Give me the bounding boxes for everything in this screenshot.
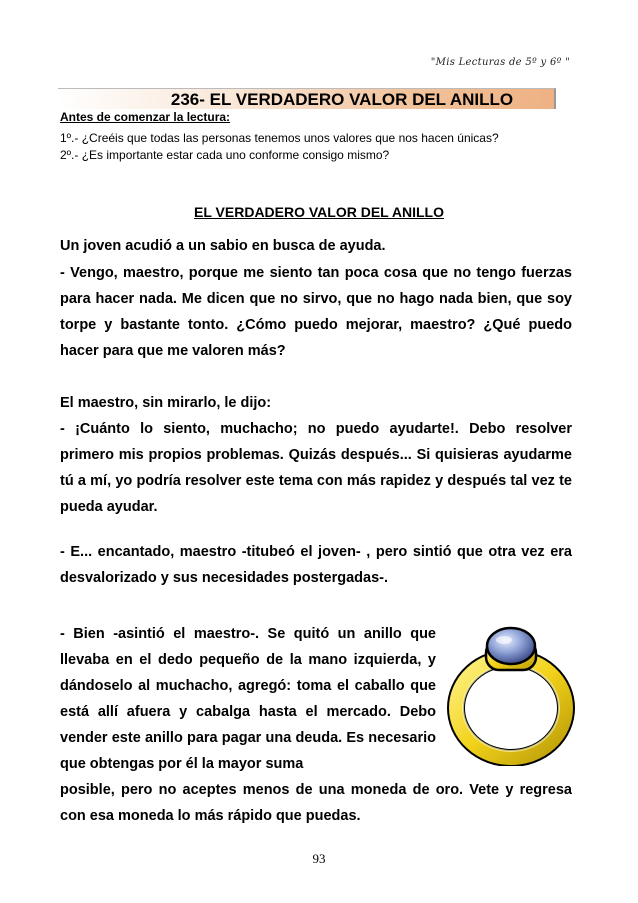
ring-illustration: [446, 616, 576, 766]
pre-reading-question-2: 2º.- ¿Es importante estar cada uno conforme consigo mismo?: [60, 148, 390, 162]
page-title: 236- EL VERDADERO VALOR DEL ANILLO: [170, 90, 514, 109]
story-paragraph: - Vengo, maestro, porque me siento tan poca cosa que no tengo fuerzas para hacer nada. Me dicen que no sirvo, que no hago nada bien, que soy torpe y bastante tonto. ¿Cómo puedo mejorar, maestro? ¿Qué puedo hacer para que me valoren más?: [60, 265, 572, 359]
page-number: 93: [312, 851, 326, 866]
story-paragraph: posible, pero no aceptes menos de una moneda de oro. Vete y regresa con esa moneda lo más rápido que puedas.: [60, 782, 572, 824]
story-paragraph: - E... encantado, maestro -titubeó el joven- , pero sintió que otra vez era desvalorizado y sus necesidades postergadas-.: [60, 544, 572, 586]
header-note: "Mis Lecturas de 5º y 6º ": [430, 57, 570, 68]
story-paragraph: El maestro, sin mirarlo, le dijo:: [60, 395, 272, 411]
story-paragraph: Un joven acudió a un sabio en busca de ayuda.: [60, 238, 386, 254]
pre-reading-question-1: 1º.- ¿Creéis que todas las personas tenemos unos valores que nos hacen únicas?: [60, 131, 499, 145]
story-title: EL VERDADERO VALOR DEL ANILLO: [194, 204, 444, 220]
story-paragraph: - Bien -asintió el maestro-. Se quitó un anillo que llevaba en el dedo pequeño de la mano izquierda, y dándoselo al muchacho, agregó: toma el caballo que está allí afuera y cabalga hasta el mercado. Debo vender este anillo para pagar una deuda. Es necesario que obtengas por él la mayor suma: [60, 626, 436, 772]
story-paragraph: - ¡Cuánto lo siento, muchacho; no puedo ayudarte!. Debo resolver primero mis propios problemas. Quizás después... Si quisieras ayudarme tú a mí, yo podría resolver este tema con más rapidez y después tal vez te pueda ayudar.: [60, 421, 572, 515]
pre-reading-heading: Antes de comenzar la lectura:: [60, 110, 231, 124]
ring-gem: [487, 628, 535, 664]
